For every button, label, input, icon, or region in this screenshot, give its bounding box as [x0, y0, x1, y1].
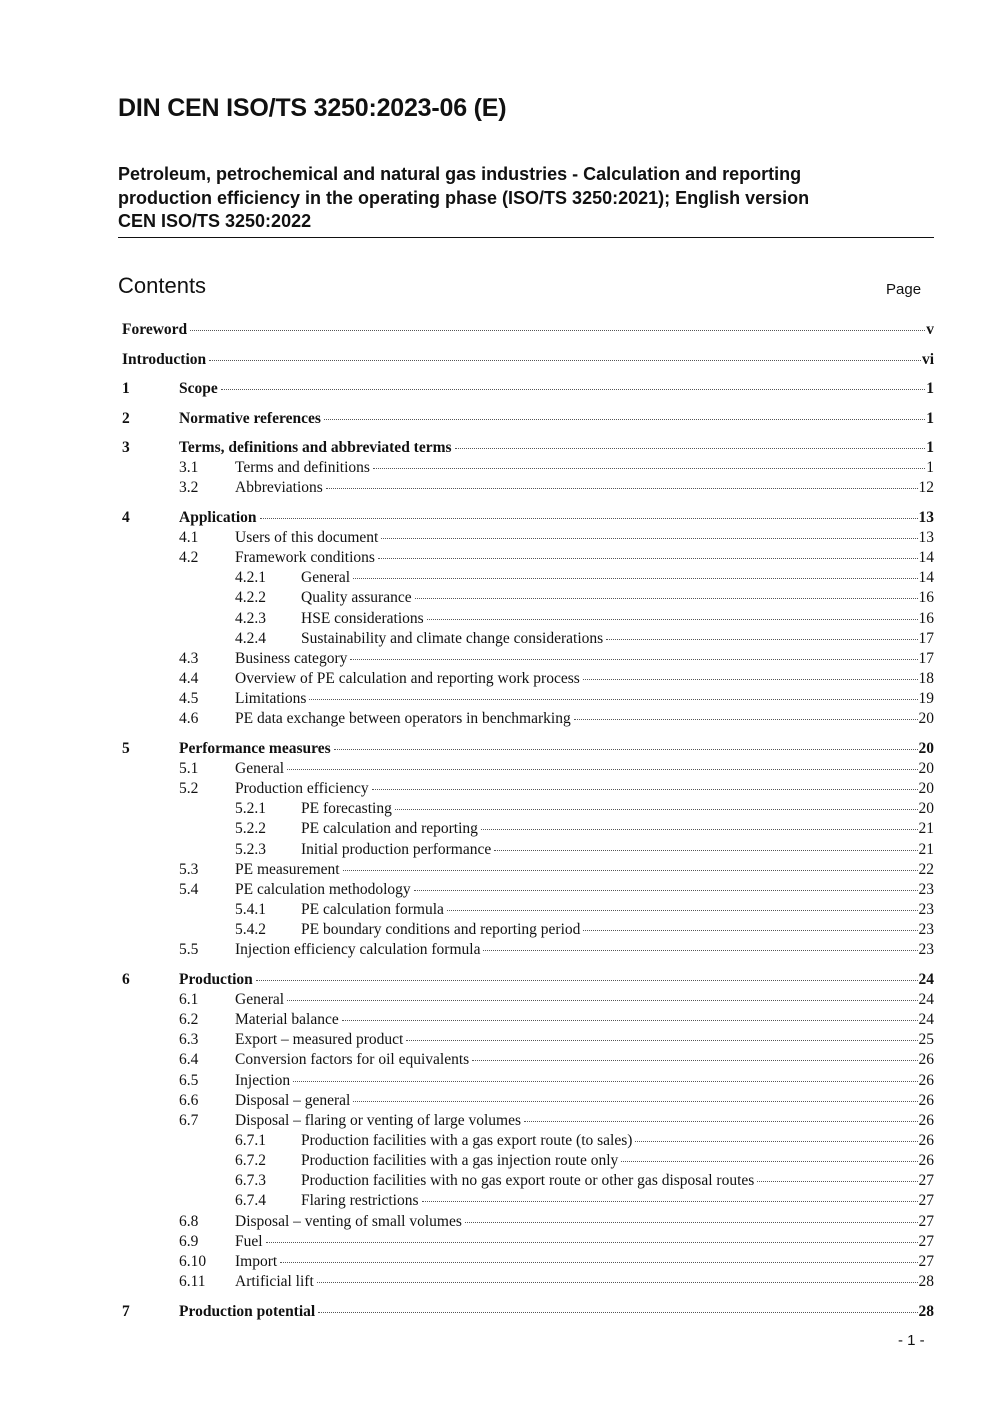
toc-entry[interactable]	[179, 860, 934, 880]
toc-entry-number: 6.7.3	[235, 1172, 266, 1189]
toc-dot-leader	[621, 1161, 917, 1162]
toc-dot-leader	[350, 659, 917, 660]
toc-dot-leader	[483, 950, 917, 951]
toc-entry-page: 1	[926, 380, 934, 397]
toc-entry-title: Performance measures	[179, 740, 331, 757]
toc-entry-title: PE data exchange between operators in benchmarking	[235, 710, 571, 727]
toc-entry-title: Foreword	[122, 321, 188, 338]
toc-entry-title: Terms, definitions and abbreviated terms	[179, 439, 452, 456]
toc-entry-number: 4.2	[179, 549, 199, 566]
toc-entry-title: HSE considerations	[301, 610, 424, 627]
toc-entry-page: 20	[918, 710, 934, 727]
toc-dot-leader	[583, 930, 917, 931]
toc-entry[interactable]	[235, 629, 934, 649]
toc-entry-title: PE calculation methodology	[235, 881, 411, 898]
toc-dot-leader	[221, 389, 926, 390]
toc-dot-leader	[293, 1081, 917, 1082]
toc-entry[interactable]	[235, 588, 934, 608]
toc-entry[interactable]	[235, 1151, 934, 1171]
toc-entry[interactable]	[235, 1191, 934, 1211]
toc-entry-page: 14	[918, 549, 934, 566]
toc-entry[interactable]	[179, 759, 934, 779]
toc-entry-title: Conversion factors for oil equivalents	[235, 1051, 470, 1068]
toc-entry-number: 6.10	[179, 1253, 207, 1270]
toc-entry-page: 26	[918, 1112, 934, 1129]
toc-entry-number: 6.2	[179, 1011, 199, 1028]
toc-dot-leader	[326, 488, 918, 489]
toc-entry-number: 5.2.2	[235, 820, 266, 837]
toc-entry[interactable]	[179, 1232, 934, 1252]
toc-dot-leader	[406, 1040, 917, 1041]
document-id: DIN CEN ISO/TS 3250:2023-06 (E)	[118, 94, 507, 122]
toc-entry-title: PE calculation formula	[301, 901, 444, 918]
toc-entry-page: 27	[918, 1253, 934, 1270]
toc-entry-number: 4.2.3	[235, 610, 266, 627]
toc-entry-page: 18	[918, 670, 934, 687]
toc-entry-page: 25	[918, 1031, 934, 1048]
toc-entry-number: 5.4.1	[235, 901, 266, 918]
toc-dot-leader	[353, 1101, 917, 1102]
toc-entry-number: 6.7.1	[235, 1132, 266, 1149]
toc-entry[interactable]	[179, 779, 934, 799]
toc-entry-page: 26	[918, 1051, 934, 1068]
toc-entry-number: 6.11	[179, 1273, 206, 1290]
toc-entry-page: 17	[918, 650, 934, 667]
toc-dot-leader	[455, 448, 926, 449]
toc-entry-page: 23	[918, 941, 934, 958]
toc-entry-number: 5.2.3	[235, 841, 266, 858]
toc-entry-title: Artificial lift	[235, 1273, 314, 1290]
toc-entry[interactable]	[235, 920, 934, 940]
toc-entry-page: 20	[918, 800, 934, 817]
toc-dot-leader	[481, 829, 918, 830]
toc-dot-leader	[757, 1181, 917, 1182]
toc-entry-title: Overview of PE calculation and reporting work process	[235, 670, 580, 687]
toc-entry-page: 24	[918, 971, 934, 988]
toc-entry-number: 6.5	[179, 1072, 199, 1089]
toc-entry-title: General	[235, 760, 285, 777]
toc-entry-number: 5.4	[179, 881, 199, 898]
toc-entry[interactable]	[179, 649, 934, 669]
toc-entry-number: 5.3	[179, 861, 199, 878]
toc-entry[interactable]	[235, 799, 934, 819]
toc-dot-leader	[280, 1262, 917, 1263]
toc-entry-number: 6.9	[179, 1233, 199, 1250]
toc-entry-number: 6.3	[179, 1031, 199, 1048]
toc-entry-page: 1	[926, 439, 934, 456]
toc-entry-page: 13	[918, 529, 934, 546]
toc-entry-title: Business category	[235, 650, 348, 667]
toc-dot-leader	[266, 1242, 918, 1243]
toc-entry-page: 27	[918, 1213, 934, 1230]
toc-dot-leader	[427, 619, 918, 620]
title-line-1: Petroleum, petrochemical and natural gas industries - Calculation and reporting	[118, 164, 802, 184]
toc-entry-page: 20	[918, 760, 934, 777]
toc-entry-number: 5	[122, 740, 130, 757]
toc-entry-page: 23	[918, 901, 934, 918]
toc-entry-number: 6.8	[179, 1213, 199, 1230]
toc-entry[interactable]	[235, 900, 934, 920]
toc-dot-leader	[309, 699, 917, 700]
toc-entry-title: Users of this document	[235, 529, 379, 546]
toc-entry-title: Injection efficiency calculation formula	[235, 941, 481, 958]
toc-entry-title: Production facilities with a gas export route (to sales)	[301, 1132, 633, 1149]
toc-entry-number: 5.2.1	[235, 800, 266, 817]
toc-entry-page: 16	[918, 589, 934, 606]
toc-entry-page: 28	[918, 1273, 934, 1290]
toc-entry-page: 12	[918, 479, 934, 496]
toc-entry-title: Initial production performance	[301, 841, 492, 858]
toc-entry[interactable]	[179, 1272, 934, 1292]
toc-entry-number: 5.2	[179, 780, 199, 797]
toc-entry-title: PE calculation and reporting	[301, 820, 478, 837]
toc-entry-page: 20	[918, 780, 934, 797]
toc-entry[interactable]	[179, 478, 934, 498]
toc-entry[interactable]	[179, 669, 934, 689]
toc-entry-title: PE forecasting	[301, 800, 392, 817]
toc-entry-number: 2	[122, 410, 130, 427]
toc-entry-number: 3	[122, 439, 130, 456]
toc-dot-leader	[395, 809, 918, 810]
toc-entry-page: v	[926, 321, 934, 338]
toc-entry-page: 20	[918, 740, 934, 757]
toc-entry-number: 6.7	[179, 1112, 199, 1129]
toc-entry-number: 4.2.1	[235, 569, 266, 586]
toc-entry-page: 27	[918, 1233, 934, 1250]
toc-entry-title: Introduction	[122, 351, 207, 368]
toc-entry[interactable]	[179, 990, 934, 1010]
toc-dot-leader	[334, 749, 918, 750]
toc-entry-number: 4.2.2	[235, 589, 266, 606]
toc-entry[interactable]	[122, 508, 934, 528]
toc-entry-page: 1	[926, 459, 934, 476]
toc-entry-title: Normative references	[179, 410, 321, 427]
toc-entry[interactable]	[179, 1030, 934, 1050]
toc-dot-leader	[317, 1282, 918, 1283]
toc-entry[interactable]	[122, 350, 934, 370]
toc-entry[interactable]	[235, 840, 934, 860]
toc-entry[interactable]	[179, 1050, 934, 1070]
toc-entry-title: Production	[179, 971, 253, 988]
toc-entry-title: Terms and definitions	[235, 459, 370, 476]
toc-entry[interactable]	[235, 1131, 934, 1151]
page-column-label: Page	[886, 281, 922, 298]
toc-entry-title: Flaring restrictions	[301, 1192, 419, 1209]
toc-entry-title: Production facilities with no gas export route or other gas disposal routes	[301, 1172, 755, 1189]
toc-entry-title: Import	[235, 1253, 278, 1270]
toc-entry-page: 26	[918, 1092, 934, 1109]
toc-dot-leader	[260, 518, 918, 519]
toc-entry-title: PE boundary conditions and reporting period	[301, 921, 581, 938]
toc-dot-leader	[318, 1312, 917, 1313]
toc-entry-number: 5.4.2	[235, 921, 266, 938]
toc-entry-title: Disposal – flaring or venting of large volumes	[235, 1112, 521, 1129]
toc-entry-title: Abbreviations	[235, 479, 323, 496]
toc-dot-leader	[256, 980, 918, 981]
toc-entry[interactable]	[179, 1091, 934, 1111]
toc-dot-leader	[378, 558, 918, 559]
toc-entry[interactable]	[122, 739, 934, 759]
toc-entry[interactable]	[235, 568, 934, 588]
toc-dot-leader	[324, 419, 925, 420]
toc-dot-leader	[353, 578, 917, 579]
title-line-2: production efficiency in the operating phase (ISO/TS 3250:2021); English version	[118, 187, 810, 208]
toc-entry-title: Scope	[179, 380, 218, 397]
toc-dot-leader	[447, 910, 918, 911]
toc-dot-leader	[465, 1222, 918, 1223]
toc-entry-page: 17	[918, 630, 934, 647]
toc-dot-leader	[342, 1020, 918, 1021]
toc-entry-page: 27	[918, 1172, 934, 1189]
toc-dot-leader	[494, 850, 917, 851]
page-number: - 1 -	[898, 1332, 925, 1349]
toc-entry-page: 24	[918, 1011, 934, 1028]
toc-entry-title: Injection	[235, 1072, 291, 1089]
toc-entry-number: 4.6	[179, 710, 199, 727]
toc-dot-leader	[635, 1141, 917, 1142]
toc-entry[interactable]	[179, 880, 934, 900]
toc-dot-leader	[414, 890, 918, 891]
toc-entry-page: vi	[921, 351, 934, 368]
toc-dot-leader	[372, 789, 918, 790]
toc-entry[interactable]	[122, 438, 934, 458]
toc-entry-page: 23	[918, 881, 934, 898]
toc-entry-title: Application	[179, 509, 257, 526]
toc-dot-leader	[190, 330, 925, 331]
toc-entry-page: 1	[926, 410, 934, 427]
toc-dot-leader	[583, 679, 918, 680]
toc-entry[interactable]	[122, 970, 934, 990]
toc-entry[interactable]	[179, 458, 934, 478]
toc-entry-title: General	[301, 569, 351, 586]
toc-entry-page: 26	[918, 1152, 934, 1169]
toc-dot-leader	[381, 538, 917, 539]
toc-entry-title: General	[235, 991, 285, 1008]
toc-entry[interactable]	[179, 548, 934, 568]
toc-entry-number: 4	[122, 509, 130, 526]
toc-dot-leader	[287, 769, 917, 770]
toc-entry-page: 28	[918, 1303, 934, 1320]
toc-entry-number: 5.5	[179, 941, 199, 958]
toc-entry-page: 27	[918, 1192, 934, 1209]
toc-entry[interactable]	[179, 1071, 934, 1091]
toc-entry-title: Material balance	[235, 1011, 339, 1028]
toc-entry[interactable]	[235, 609, 934, 629]
toc-dot-leader	[472, 1060, 917, 1061]
toc-entry[interactable]	[179, 1111, 934, 1131]
toc-dot-leader	[606, 639, 917, 640]
toc-entry-title: Fuel	[235, 1233, 263, 1250]
toc-entry-page: 22	[918, 861, 934, 878]
toc-entry[interactable]	[179, 1010, 934, 1030]
toc-entry-number: 6.7.4	[235, 1192, 266, 1209]
toc-entry[interactable]	[235, 819, 934, 839]
contents-heading: Contents	[118, 273, 207, 298]
toc-entry-title: Limitations	[235, 690, 307, 707]
toc-entry[interactable]	[179, 709, 934, 729]
toc-dot-leader	[287, 1000, 917, 1001]
toc-entry-number: 6.1	[179, 991, 199, 1008]
toc-entry-page: 23	[918, 921, 934, 938]
toc-entry[interactable]	[235, 1171, 934, 1191]
toc-dot-leader	[574, 719, 918, 720]
toc-entry-title: Production efficiency	[235, 780, 369, 797]
toc-entry[interactable]	[122, 320, 934, 340]
toc-entry-title: Export – measured product	[235, 1031, 404, 1048]
toc-entry-title: PE measurement	[235, 861, 340, 878]
toc-dot-leader	[373, 468, 925, 469]
toc-entry-title: Production potential	[179, 1303, 316, 1320]
toc-entry-number: 4.2.4	[235, 630, 266, 647]
toc-entry-title: Sustainability and climate change considerations	[301, 630, 604, 647]
toc-entry[interactable]	[179, 689, 934, 709]
toc-entry-page: 16	[918, 610, 934, 627]
title-line-3: CEN ISO/TS 3250:2022	[118, 211, 312, 231]
toc-entry-number: 6	[122, 971, 130, 988]
toc-dot-leader	[209, 360, 921, 361]
toc-entry-number: 6.6	[179, 1092, 199, 1109]
toc-dot-leader	[524, 1121, 918, 1122]
toc-entry-page: 13	[918, 509, 934, 526]
toc-entry-page: 24	[918, 991, 934, 1008]
toc-entry-page: 19	[918, 690, 934, 707]
toc-entry-number: 6.4	[179, 1051, 199, 1068]
toc-entry[interactable]	[179, 1212, 934, 1232]
toc-entry-number: 1	[122, 380, 130, 397]
toc-entry[interactable]	[122, 379, 934, 399]
toc-entry[interactable]	[179, 940, 934, 960]
toc-entry-title: Disposal – venting of small volumes	[235, 1213, 462, 1230]
toc-entry-page: 26	[918, 1072, 934, 1089]
toc-entry-number: 4.4	[179, 670, 199, 687]
toc-entry-number: 5.1	[179, 760, 199, 777]
toc-entry-number: 3.2	[179, 479, 199, 496]
toc-dot-leader	[343, 870, 918, 871]
toc-entry-title: Production facilities with a gas injection route only	[301, 1152, 619, 1169]
toc-entry-number: 4.3	[179, 650, 199, 667]
toc-entry[interactable]	[179, 1252, 934, 1272]
toc-entry-title: Disposal – general	[235, 1092, 351, 1109]
toc-dot-leader	[415, 598, 918, 599]
toc-entry-page: 21	[918, 820, 934, 837]
toc-entry[interactable]	[179, 528, 934, 548]
toc-entry-title: Quality assurance	[301, 589, 412, 606]
toc-entry[interactable]	[122, 409, 934, 429]
toc-entry-title: Framework conditions	[235, 549, 375, 566]
toc-entry-number: 3.1	[179, 459, 199, 476]
toc-entry-number: 6.7.2	[235, 1152, 266, 1169]
toc-entry[interactable]	[122, 1302, 934, 1322]
toc-entry-page: 14	[918, 569, 934, 586]
toc-entry-number: 7	[122, 1303, 130, 1320]
toc-entry-number: 4.1	[179, 529, 199, 546]
toc-entry-number: 4.5	[179, 690, 199, 707]
toc-entry-page: 26	[918, 1132, 934, 1149]
toc-dot-leader	[422, 1201, 918, 1202]
toc-entry-page: 21	[918, 841, 934, 858]
